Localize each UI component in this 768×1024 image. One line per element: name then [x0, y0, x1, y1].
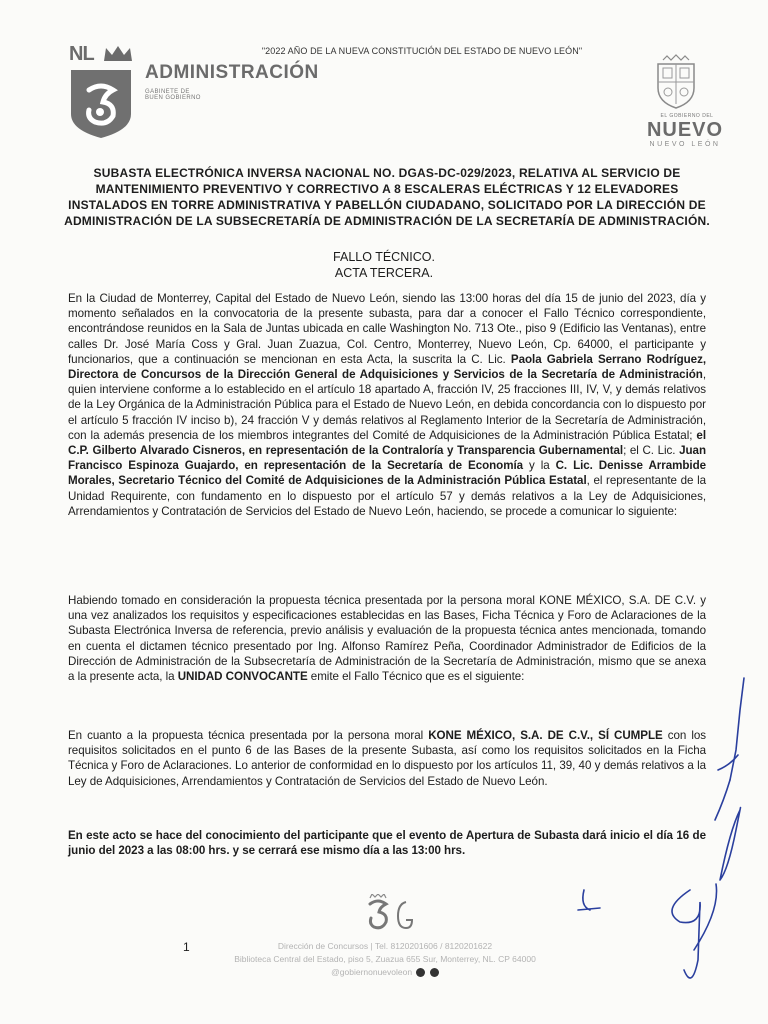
document-heading: SUBASTA ELECTRÓNICA INVERSA NACIONAL NO. DGAS-DC-029/2023, RELATIVA AL SERVICIO DE MANTENIMIENTO PREVENTIVO Y CORRECTIVO A 8 ESCALERAS ELÉCTRICAS Y 12 ELEVADORES INSTALADOS EN TORRE ADMINISTRATIVA Y PABELLÓN CIUDADANO, SOLICITADO POR LA DIRECCIÓN DE ADMINISTRACIÓN DE LA SUBSECRETARÍA DE ADMINISTRACIÓN DE LA SECRETARÍA DE ADMINISTRACIÓN. — [64, 166, 710, 228]
administracion-subtitle — [145, 89, 201, 101]
p1-text-i: , el representante de la Unidad Requirente, con fundamento en lo dispuesto por el artículo 57 y demás relativos a la Ley de Adquisiciones, Arrendamientos y Contratación de Servicios del Estado de Nuevo León, haciendo, se procede a comunicar lo siguiente: — [68, 474, 706, 518]
p1-directora: Paola Gabriela Serrano Rodríguez, Directora de Concursos de la Dirección General de Adquisiciones y Servicios de la Secretaría de Administración — [68, 352, 706, 382]
fallo-line-2: ACTA TERCERA. — [334, 266, 434, 280]
signature-stroke-4 — [720, 808, 741, 881]
p3-si-cumple: KONE MÉXICO, S.A. DE C.V., SÍ CUMPLE — [428, 729, 663, 742]
footer-line-2: Biblioteca Central del Estado, piso 5, Zuazua 655 Sur, Monterrey, NL. CP 64000 — [234, 954, 536, 964]
facebook-icon[interactable] — [416, 968, 425, 977]
p1-text-a: En la Ciudad de Monterrey, Capital del Estado de Nuevo León, siendo las 13:00 horas del día 15 de junio del 2023, día y momento señalados en la convocatoria de la presente subasta, para dar a conocer el Fallo Técnico correspondiente, encontrándose reunidos en la Sala de Juntas ubicada en calle Washington No. 713 Ote., piso 9 (Edificio las Ventanas), entre calles Dr. José María Coss y Gral. Juan Zuazua, Col. Centro, Monterrey, Nuevo León, Cp. 64000, el participante y funcionarios, que a continuación se mencionan en esta Acta, la suscrita la C. Lic. — [68, 292, 706, 366]
subtitle-line-2: BUEN GOBIERNO — [145, 95, 201, 101]
fallo-title — [244, 249, 524, 281]
p2-text-a: Habiendo tomado en consideración la propuesta técnica presentada por la persona moral KONE MÉXICO, S.A. DE C.V. y una vez analizados los requisitos y especificaciones establecidas en las Bases, Ficha Técnica y Foro de Aclaraciones de la Subasta Electrónica Inversa de referencia, previo análisis y evaluación de la propuesta técnica antes mencionada, tomando en cuenta el dictamen técnico presentado por Ing. Alfonso Ramírez Peña, Coordinador Administrador de Edificios de la Dirección de Administración de la Subsecretaría de Administración de la Secretaría de Administración, mismo que se anexa a la presente acta, la — [68, 594, 706, 684]
fallo-line-1: FALLO TÉCNICO. — [333, 250, 435, 264]
paragraph-1 — [68, 291, 706, 519]
administracion-shield-logo — [69, 68, 133, 140]
page-number: 1 — [183, 940, 190, 954]
gobierno-small-text: EL GOBIERNO DEL — [660, 113, 714, 119]
gobierno-nuevo-text: NUEVO — [646, 119, 724, 141]
signature-stroke-6 — [672, 890, 700, 978]
handwritten-signatures — [570, 670, 768, 1024]
footer-line-1: Dirección de Concursos | Tel. 8120201606 / 8120201622 — [277, 941, 493, 951]
footer-line-3-wrap — [200, 966, 570, 979]
p1-contraloria: el C.P. Gilberto Alvarado Cisneros, en representación de la Contraloría y Transparencia Gubernamental — [68, 428, 706, 458]
crown-icon — [103, 45, 133, 63]
state-coat-of-arms-icon — [653, 54, 699, 110]
footer-contact — [200, 940, 570, 979]
p1-text-e: ; el C. Lic. — [623, 444, 680, 458]
signature-stroke-2 — [715, 780, 730, 820]
signature-stroke-1 — [730, 678, 744, 780]
paragraph-4: En este acto se hace del conocimiento del participante que el evento de Apertura de Subasta dará inicio el día 16 de junio del 2023 a las 08:00 hrs. y se cerrará ese mismo día a las 13:00 hrs. — [68, 829, 706, 858]
p3-text-a: En cuanto a la propuesta técnica presentada por la persona moral — [68, 729, 429, 742]
p1-text-g: y la — [523, 459, 556, 473]
administracion-title: ADMINISTRACIÓN — [145, 62, 319, 83]
p1-economia: Juan Francisco Espinoza Guajardo, en representación de la Secretaría de Economía — [68, 444, 706, 473]
header-motto: "2022 AÑO DE LA NUEVA CONSTITUCIÓN DEL ESTADO DE NUEVO LEÓN" — [261, 46, 583, 56]
footer-logo-icon — [366, 894, 426, 934]
instagram-icon[interactable] — [430, 968, 439, 977]
footer-social-handle: @gobiernonuevoleon — [331, 967, 413, 977]
p3-text-c: con los requisitos solicitados en el punto 6 de las Bases de la presente Subasta, así como los requisitos solicitados en la Ficha Técnica y Foro de Aclaraciones. Lo anterior de conformidad en lo dispuesto por los artículos 11, 39, 40 y demás relativos a la Ley de Adquisiciones, Arrendamientos y Contratación de Servicios del Estado de Nuevo León. — [68, 729, 706, 788]
p1-secretario-tecnico: C. Lic. Denisse Arrambide Morales, Secretario Técnico del Comité de Adquisiciones de la Administración Pública Estatal — [68, 459, 706, 488]
gobierno-leon-text: NUEVO LEÓN — [649, 141, 721, 148]
p2-unidad-convocante: UNIDAD CONVOCANTE — [177, 670, 308, 684]
nl-logo-letters: NL — [69, 43, 94, 65]
p1-text-c: , quien interviene conforme a lo establecido en el artículo 18 apartado A, fracción IV, 25 fracciones III, IV, V, y demás relativos de la Ley Orgánica de la Administración Pública para el Estado de Nuevo León, en debida concordancia con lo dispuesto por el artículo 5 fracción IV inciso b), 24 fracción V y demás relativos al Reglamento Interior de la Secretaría de Administración, con la además presencia de los miembros integrantes del Comité de Adquisiciones de la Administración Pública Estatal; — [68, 368, 706, 442]
signature-stroke-5 — [578, 890, 600, 910]
p2-text-c: emite el Fallo Técnico que es el siguiente: — [307, 670, 525, 684]
subtitle-line-1: GABINETE DE — [145, 89, 190, 95]
